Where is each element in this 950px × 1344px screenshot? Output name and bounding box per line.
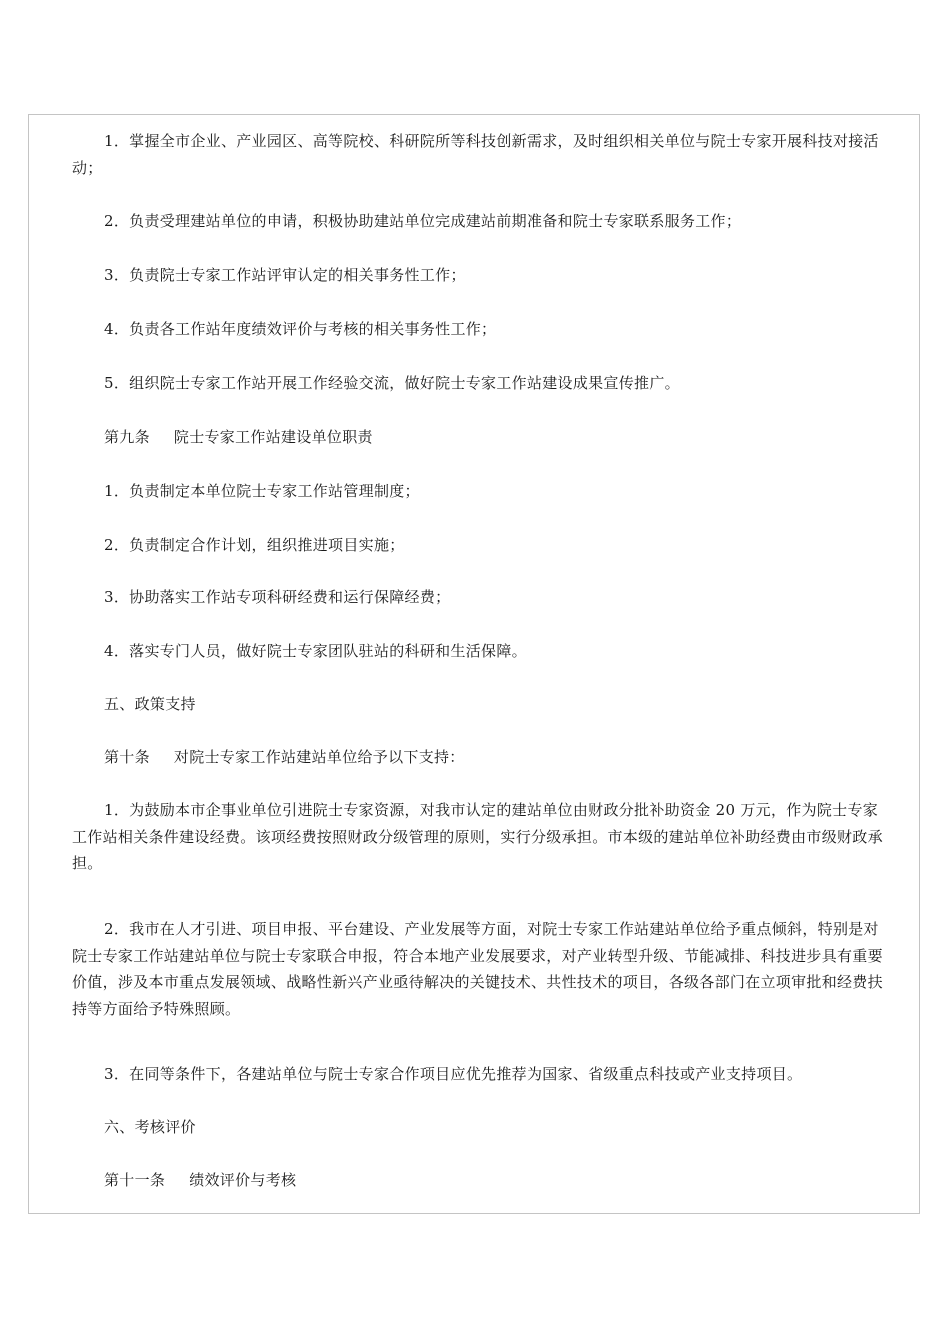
paragraph-item-10: 1．为鼓励本市企事业单位引进院士专家资源，对我市认定的建站单位由财政分批补助资金 20 万元，作为院士专家工作站相关条件建设经费。该项经费按照财政分级管理的原则，实行分级承担。市本级的建站单位补助经费由市级财政承担。 [72,801,883,872]
article-10-title: 对院士专家工作站建站单位给予以下支持： [173,748,465,766]
article-11-label: 第十一条 [104,1171,166,1189]
article-9-heading [72,424,884,451]
section-6-heading: 六、考核评价 [104,1118,196,1136]
paragraph-item-6: 1．负责制定本单位院士专家工作站管理制度； [104,482,420,500]
paragraph-item-4: 4．负责各工作站年度绩效评价与考核的相关事务性工作； [104,320,497,338]
article-9-title: 院士专家工作站建设单位职责 [173,428,373,446]
article-9-label: 第九条 [104,428,150,446]
paragraph-item-5: 5．组织院士专家工作站开展工作经验交流，做好院士专家工作站建设成果宣传推广。 [104,374,680,392]
paragraph-item-11: 2．我市在人才引进、项目申报、平台建设、产业发展等方面，对院士专家工作站建站单位给予重点倾斜，特别是对院士专家工作站建站单位与院士专家联合申报，符合本地产业发展要求，对产业转型升级、节能减排、科技进步具有重要价值，涉及本市重点发展领域、战略性新兴产业亟待解决的关键技术、共性技术的项目，各级各部门在立项审批和经费扶持等方面给予特殊照顾。 [72,920,883,1018]
article-10-heading [72,744,884,771]
paragraph-item-7: 2．负责制定合作计划，组织推进项目实施； [104,536,405,554]
paragraph-item-2: 2．负责受理建站单位的申请，积极协助建站单位完成建站前期准备和院士专家联系服务工作； [104,212,742,230]
section-5-heading: 五、政策支持 [104,695,196,713]
paragraph-item-8: 3．协助落实工作站专项科研经费和运行保障经费； [104,588,451,606]
paragraph-item-9: 4．落实专门人员，做好院士专家团队驻站的科研和生活保障。 [104,642,527,660]
article-11-title: 绩效评价与考核 [189,1171,297,1189]
paragraph-item-12: 3．在同等条件下，各建站单位与院士专家合作项目应优先推荐为国家、省级重点科技或产业支持项目。 [104,1065,803,1083]
paragraph-item-3: 3．负责院士专家工作站评审认定的相关事务性工作； [104,266,466,284]
paragraph-item-1: 1．掌握全市企业、产业园区、高等院校、科研院所等科技创新需求，及时组织相关单位与院士专家开展科技对接活动； [72,132,879,177]
article-10-label: 第十条 [104,748,150,766]
article-11-heading [72,1167,884,1194]
